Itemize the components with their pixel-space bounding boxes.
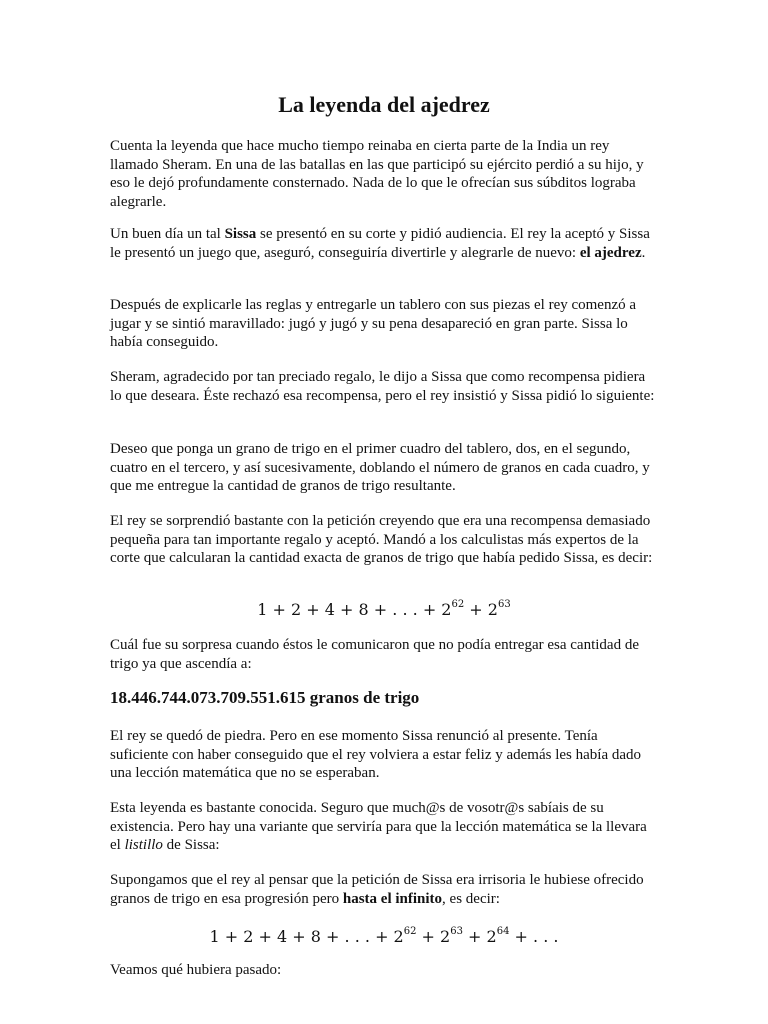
paragraph-3: Después de explicarle las reglas y entregarle un tablero con sus piezas el rey comenzó a jugar y se sintió maravillado: jugó y jugó y su pena desapareció en gran parte. Sissa lo había conseguido. xyxy=(110,297,637,350)
paragraph-1: Cuenta la leyenda que hace mucho tiempo reinaba en cierta parte de la India un rey llamado Sheram. En una de las batallas en las que participó su ejército perdió a su hijo, y eso le dejó profundamente consternado. Nada de lo que le ofrecían sus súbditos lograba alegrarle. xyxy=(110,138,644,210)
italic-listillo: listillo xyxy=(124,837,163,853)
paragraph-9: Esta leyenda es bastante conocida. Seguro que much@s de vosotr@s sabíais de su existencia. Pero hay una variante que serviría para que la lección matemática se la llevara el listillo de Sissa: xyxy=(110,800,647,853)
math-formula-infinite: 1 + 2 + 4 + 8 + . . . + $2^{62} + 2^{63} + 2^{64}$ + . . . xyxy=(209,926,559,946)
paragraph-5: Deseo que ponga un grano de trigo en el primer cuadro del tablero, dos, en el segundo, cuatro en el tercero, y así sucesivamente, doblando el número de granos en cada cuadro, y que me entregue la cantidad de granos de trigo resultante. xyxy=(110,441,650,494)
bold-hasta-el-infinito: hasta el infinito xyxy=(342,890,443,907)
paragraph-8: El rey se quedó de piedra. Pero en ese momento Sissa renunció al presente. Tenía suficiente con haber conseguido que el rey volviera a estar feliz y además les había dado una lección matemática que no se esperaban. xyxy=(110,728,642,781)
math-formula-finite: 1 + 2 + 4 + 8 + . . . + $2^{62} + 2^{63}$ xyxy=(257,599,511,619)
paragraph-11: Veamos qué hubiera pasado: xyxy=(110,962,282,978)
bold-sissa: Sissa xyxy=(224,226,257,242)
paragraph-4: Sheram, agradecido por tan preciado regalo, le dijo a Sissa que como recompensa pidiera lo que deseara. Éste rechazó esa recompensa, pero el rey insistió y Sissa pidió lo siguiente: xyxy=(110,369,655,404)
document-title: La leyenda del ajedrez xyxy=(278,92,490,117)
paragraph-2: Un buen día un tal Sissa se presentó en su corte y pidió audiencia. El rey la aceptó y Sissa le presentó un juego que, aseguró, conseguiría divertirle y alegrarle de nuevo: el ajedrez. xyxy=(110,226,650,261)
bold-el-ajedrez: el ajedrez xyxy=(579,244,642,261)
paragraph-7: Cuál fue su sorpresa cuando éstos le comunicaron que no podía entregar esa cantidad de trigo ya que ascendía a: xyxy=(110,637,639,672)
paragraph-6: El rey se sorprendió bastante con la petición creyendo que era una recompensa demasiado pequeña para tan importante regalo y aceptó. Mandó a los calculistas más expertos de la corte que calcularan la cantidad exacta de granos de trigo que había pedido Sissa, es decir: xyxy=(110,513,653,566)
result-heading: 18.446.744.073.709.551.615 granos de trigo xyxy=(110,688,420,707)
paragraph-10: Supongamos que el rey al pensar que la petición de Sissa era irrisoria le hubiese ofrecido granos de trigo en esa progresión pero hasta el infinito, es decir: xyxy=(110,872,644,907)
